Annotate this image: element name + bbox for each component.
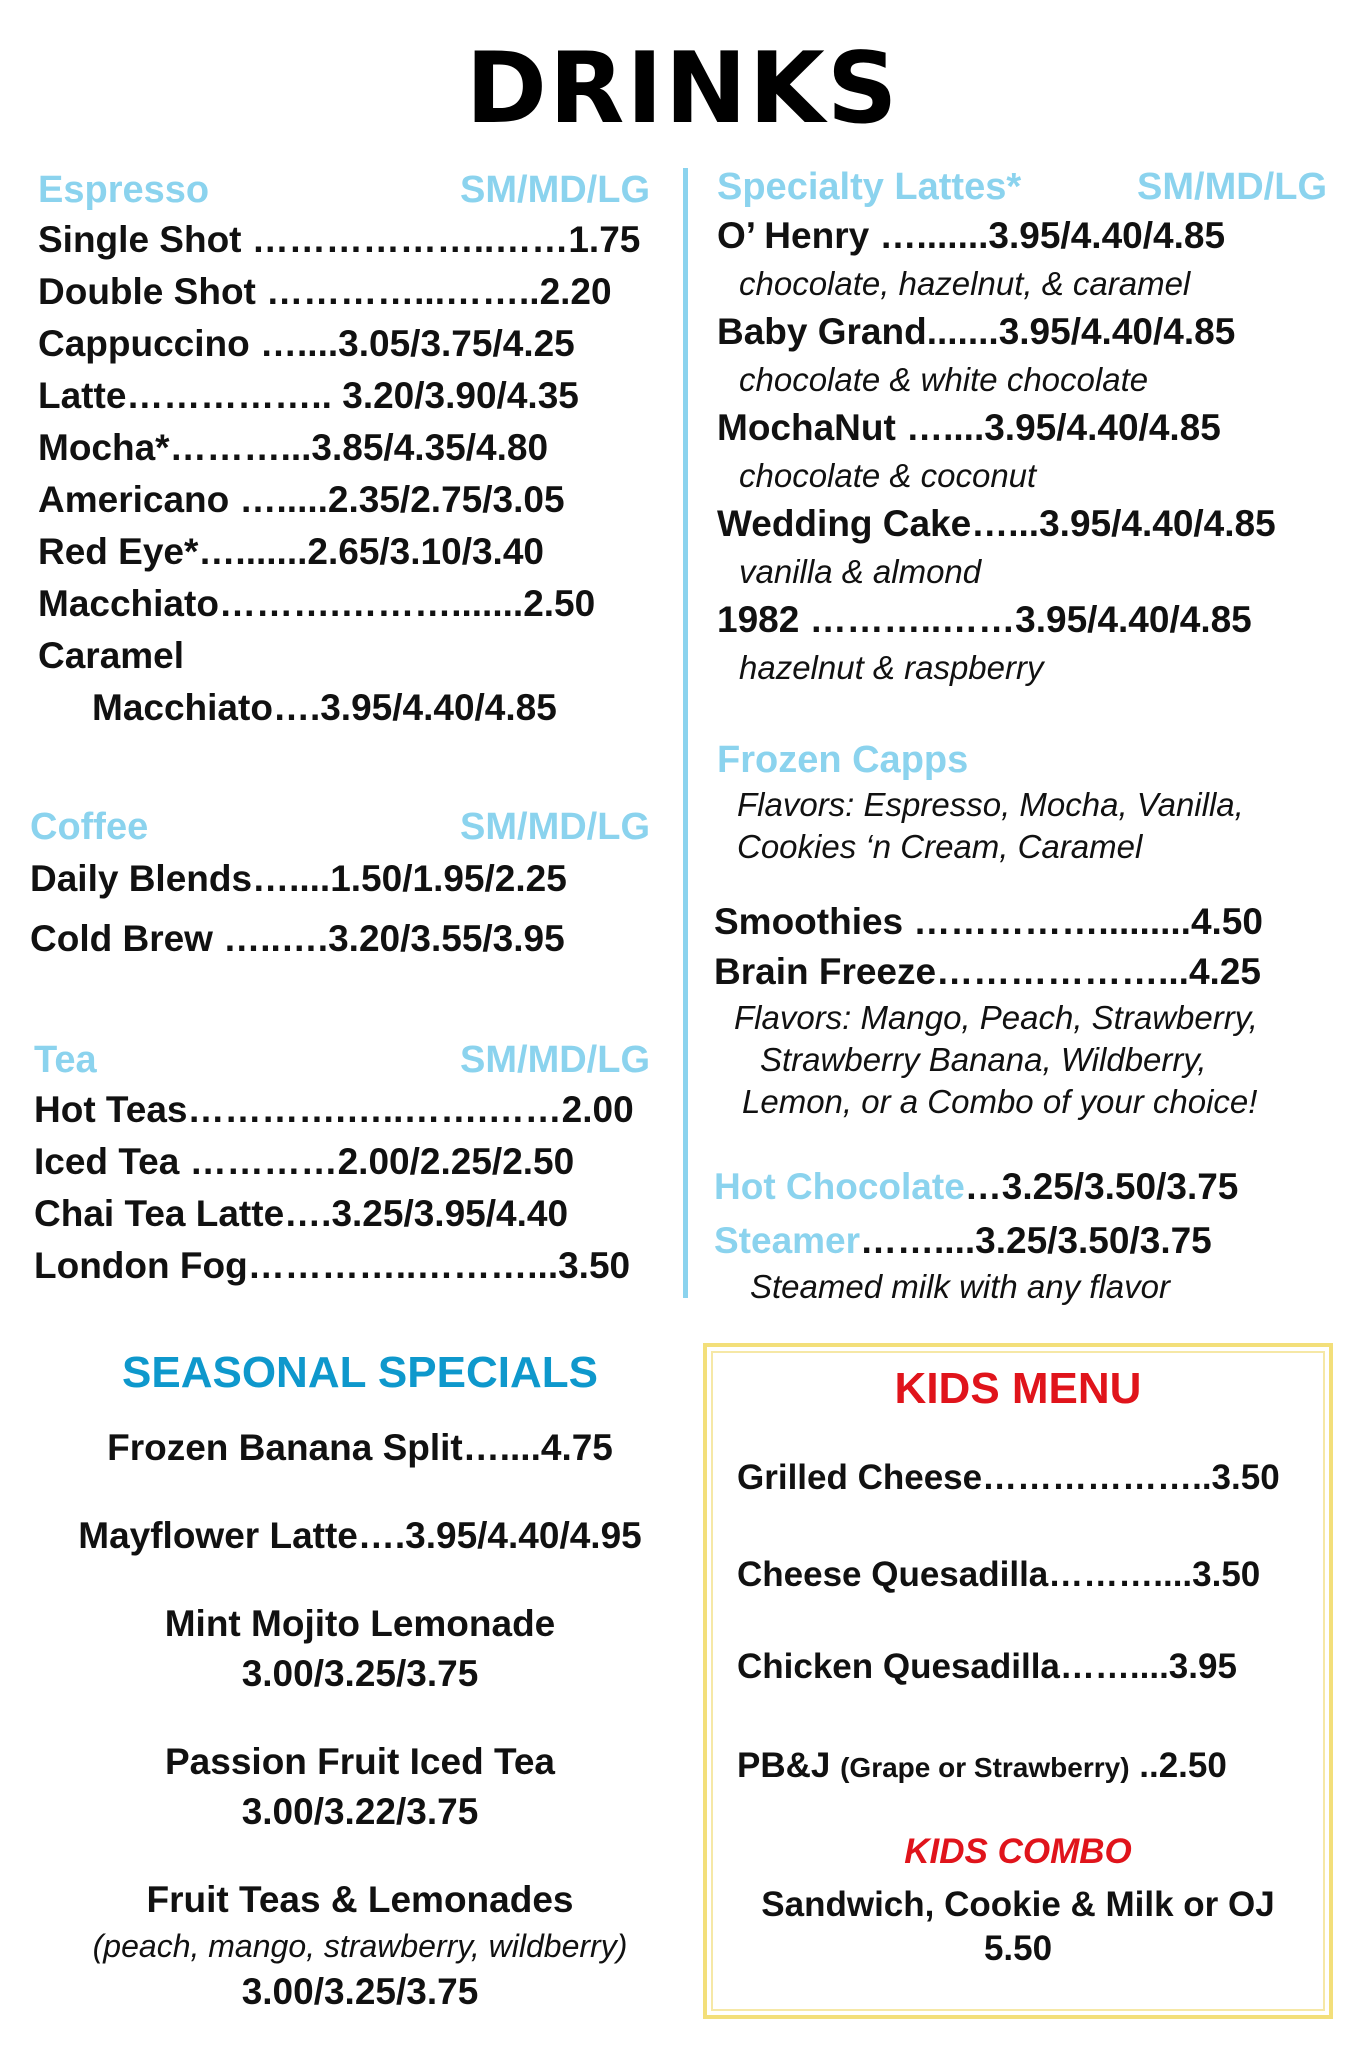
menu-item bbox=[34, 1188, 650, 1240]
item-name: Latte bbox=[38, 375, 127, 416]
item-price: 3.20/3.55/3.95 bbox=[328, 918, 565, 959]
coffee-sizes: SM/MD/LG bbox=[460, 806, 650, 848]
menu-item bbox=[38, 422, 650, 474]
item-name: Mocha* bbox=[38, 427, 170, 468]
menu-item bbox=[38, 682, 650, 734]
item-price: 3.95/4.40/4.85 bbox=[998, 311, 1236, 352]
menu-item bbox=[714, 897, 1344, 947]
item-dots: ….... bbox=[260, 323, 339, 364]
frozen-flavors-2: Cookies ‘n Cream, Caramel bbox=[737, 828, 1143, 865]
item-dots: ……………......... bbox=[913, 901, 1191, 942]
menu-item bbox=[717, 595, 1327, 645]
item-name: London Fog bbox=[34, 1245, 248, 1286]
kids-menu-box bbox=[703, 1343, 1333, 2019]
seasonal-heading: SEASONAL SPECIALS bbox=[122, 1348, 598, 1397]
item-dots: ………… bbox=[189, 1141, 338, 1182]
menu-item bbox=[714, 1214, 1344, 1268]
kids-combo-desc: Sandwich, Cookie & Milk or OJ bbox=[761, 1885, 1275, 1924]
item-dots: …. bbox=[284, 1193, 332, 1234]
item-price: 2.35/2.75/3.05 bbox=[327, 479, 565, 520]
steamer-desc: Steamed milk with any flavor bbox=[750, 1268, 1170, 1305]
item-desc: chocolate, hazelnut, & caramel bbox=[739, 265, 1191, 302]
menu-item bbox=[38, 578, 650, 630]
item-name: Smoothies bbox=[714, 901, 914, 942]
item-desc: chocolate & coconut bbox=[739, 457, 1037, 494]
item-dots: …....... bbox=[198, 531, 308, 572]
seasonal-item: Passion Fruit Iced Tea bbox=[165, 1741, 555, 1782]
item-price: 4.25 bbox=[1188, 951, 1261, 992]
hot-section bbox=[714, 1160, 1344, 1306]
item-dots: …………...…….. bbox=[266, 271, 540, 312]
item-name: Americano bbox=[38, 479, 240, 520]
item-price: 4.50 bbox=[1190, 901, 1263, 942]
item-note: (Grape or Strawberry) bbox=[840, 1752, 1130, 1783]
smoothie-flavors-1: Flavors: Mango, Peach, Strawberry, bbox=[734, 999, 1258, 1036]
item-name: MochaNut bbox=[717, 407, 907, 448]
item-price: 3.25/3.50/3.75 bbox=[975, 1220, 1212, 1261]
item-name: Chai Tea Latte bbox=[34, 1193, 285, 1234]
smoothie-flavors-2: Strawberry Banana, Wildberry, bbox=[760, 1041, 1207, 1078]
item-price: 2.00 bbox=[561, 1089, 634, 1130]
menu-item bbox=[717, 211, 1327, 261]
item-dots: ………….…..…….…… bbox=[187, 1089, 562, 1130]
item-price: 3.20/3.90/4.35 bbox=[342, 375, 579, 416]
item-name: Double Shot bbox=[38, 271, 267, 312]
item-dots: … bbox=[964, 1166, 1002, 1207]
item-price: 2.20 bbox=[539, 271, 612, 312]
item-price: 3.50 bbox=[558, 1245, 631, 1286]
specialty-section bbox=[717, 163, 1327, 691]
item-dots: ….... bbox=[252, 858, 331, 899]
item-name: Cappuccino bbox=[38, 323, 261, 364]
item-name: Hot Teas bbox=[34, 1089, 188, 1130]
item-name: Baby Grand bbox=[717, 311, 927, 352]
item-desc: vanilla & almond bbox=[739, 553, 982, 590]
item-price: 3.95/4.40/4.85 bbox=[320, 687, 557, 728]
smoothies-list bbox=[714, 897, 1344, 997]
item-name: PB&J bbox=[737, 1746, 841, 1785]
item-dots: ………………..…… bbox=[251, 219, 569, 260]
item-name: Iced Tea bbox=[34, 1141, 190, 1182]
tea-list bbox=[34, 1084, 650, 1292]
menu-item bbox=[717, 403, 1327, 453]
seasonal-price: 3.00/3.22/3.75 bbox=[241, 1791, 479, 1832]
menu-item bbox=[34, 1136, 650, 1188]
coffee-heading: Coffee bbox=[30, 806, 149, 848]
item-name: Cold Brew bbox=[30, 918, 224, 959]
seasonal-section bbox=[20, 1345, 700, 2017]
item-price: 3.95/4.40/4.85 bbox=[988, 215, 1226, 256]
item-dots: ………... bbox=[169, 427, 312, 468]
item-dots: …………..………... bbox=[247, 1245, 559, 1286]
tea-section bbox=[34, 1036, 650, 1292]
kids-item: Grilled Cheese………………..3.50 bbox=[737, 1458, 1280, 1497]
item-name: Steamer bbox=[714, 1220, 861, 1261]
item-name: Red Eye* bbox=[38, 531, 199, 572]
item-price: 1.75 bbox=[568, 219, 641, 260]
item-price: 3.05/3.75/4.25 bbox=[338, 323, 575, 364]
menu-item bbox=[38, 318, 650, 370]
item-dots: ………………... bbox=[936, 951, 1189, 992]
item-dots: …... bbox=[971, 503, 1040, 544]
espresso-heading: Espresso bbox=[38, 169, 210, 211]
kids-combo-price: 5.50 bbox=[983, 1929, 1053, 1968]
item-name: Caramel bbox=[38, 635, 185, 676]
menu-item bbox=[714, 947, 1344, 997]
frozen-heading: Frozen Capps bbox=[717, 739, 969, 781]
frozen-section bbox=[717, 736, 1347, 868]
item-price: 3.95/4.40/4.85 bbox=[1015, 599, 1252, 640]
column-divider bbox=[683, 168, 688, 1298]
menu-item bbox=[714, 1160, 1344, 1214]
page-title: DRINKS bbox=[465, 32, 900, 146]
specialty-heading: Specialty Lattes* bbox=[717, 166, 1022, 208]
item-price: 2.00/2.25/2.50 bbox=[337, 1141, 575, 1182]
menu-item bbox=[38, 526, 650, 578]
menu-item bbox=[30, 915, 650, 963]
menu-item bbox=[34, 1084, 650, 1136]
seasonal-desc: (peach, mango, strawberry, wildberry) bbox=[92, 1928, 628, 1964]
item-desc: chocolate & white chocolate bbox=[739, 361, 1149, 398]
item-price: 3.85/4.35/4.80 bbox=[311, 427, 549, 468]
menu-item bbox=[717, 499, 1327, 549]
menu-item bbox=[38, 630, 650, 682]
item-dots: …....... bbox=[879, 215, 989, 256]
item-price: 3.95/4.40/4.85 bbox=[984, 407, 1221, 448]
kids-combo-heading: KIDS COMBO bbox=[904, 1832, 1132, 1871]
item-desc: hazelnut & raspberry bbox=[739, 649, 1044, 686]
menu-item bbox=[34, 1240, 650, 1292]
frozen-flavors-1: Flavors: Espresso, Mocha, Vanilla, bbox=[737, 786, 1244, 823]
seasonal-item: Fruit Teas & Lemonades bbox=[146, 1879, 574, 1920]
seasonal-item: Mayflower Latte….3.95/4.40/4.95 bbox=[78, 1515, 642, 1556]
coffee-section bbox=[30, 803, 650, 963]
item-name: Wedding Cake bbox=[717, 503, 972, 544]
item-price: 1.50/1.95/2.25 bbox=[330, 858, 567, 899]
item-dots: ….... bbox=[906, 407, 985, 448]
menu-item bbox=[717, 307, 1327, 357]
item-name: Single Shot bbox=[38, 219, 252, 260]
specialty-list bbox=[717, 211, 1327, 691]
item-name: Daily Blends bbox=[30, 858, 253, 899]
coffee-list bbox=[30, 855, 650, 963]
item-dots: …….... bbox=[860, 1220, 976, 1261]
item-name: Macchiato bbox=[38, 583, 219, 624]
smoothie-flavors-3: Lemon, or a Combo of your choice! bbox=[742, 1083, 1258, 1120]
seasonal-item: Frozen Banana Split…....4.75 bbox=[107, 1427, 613, 1468]
item-dots: …. bbox=[272, 687, 321, 728]
item-name: Macchiato bbox=[92, 687, 273, 728]
item-dots: …..... bbox=[239, 479, 328, 520]
kids-item: Cheese Quesadilla………....3.50 bbox=[737, 1555, 1261, 1594]
item-price: 3.25/3.50/3.75 bbox=[1001, 1166, 1239, 1207]
item-dots: …..…. bbox=[223, 918, 329, 959]
item-name: Hot Chocolate bbox=[714, 1166, 965, 1207]
item-price: 3.95/4.40/4.85 bbox=[1039, 503, 1276, 544]
tea-sizes: SM/MD/LG bbox=[460, 1039, 650, 1081]
item-price: ..2.50 bbox=[1129, 1746, 1227, 1785]
item-name: 1982 bbox=[717, 599, 810, 640]
kids-item bbox=[737, 1740, 1227, 1794]
item-price: 3.25/3.95/4.40 bbox=[331, 1193, 569, 1234]
menu-item bbox=[30, 855, 650, 903]
item-name: O’ Henry bbox=[717, 215, 880, 256]
kids-item: Chicken Quesadilla……....3.95 bbox=[737, 1647, 1237, 1686]
espresso-section bbox=[38, 166, 650, 734]
kids-heading: KIDS MENU bbox=[894, 1364, 1142, 1413]
item-dots: ....... bbox=[926, 311, 999, 352]
item-name: Brain Freeze bbox=[714, 951, 937, 992]
item-price: 2.50 bbox=[523, 583, 596, 624]
item-price: 2.65/3.10/3.40 bbox=[307, 531, 544, 572]
menu-item bbox=[38, 474, 650, 526]
item-dots: ………..…… bbox=[809, 599, 1016, 640]
smoothies-section bbox=[714, 897, 1344, 1123]
item-dots: ……….………....... bbox=[218, 583, 524, 624]
menu-item bbox=[38, 370, 650, 422]
tea-heading: Tea bbox=[34, 1039, 97, 1081]
espresso-list bbox=[38, 214, 650, 630]
item-dots: …………….. bbox=[126, 375, 343, 416]
menu-item bbox=[38, 214, 650, 266]
menu-item bbox=[38, 266, 650, 318]
seasonal-price: 3.00/3.25/3.75 bbox=[241, 1653, 479, 1694]
seasonal-item: Mint Mojito Lemonade bbox=[164, 1603, 556, 1644]
espresso-sizes: SM/MD/LG bbox=[460, 169, 650, 211]
specialty-sizes: SM/MD/LG bbox=[1137, 166, 1327, 208]
seasonal-price: 3.00/3.25/3.75 bbox=[241, 1971, 479, 2012]
